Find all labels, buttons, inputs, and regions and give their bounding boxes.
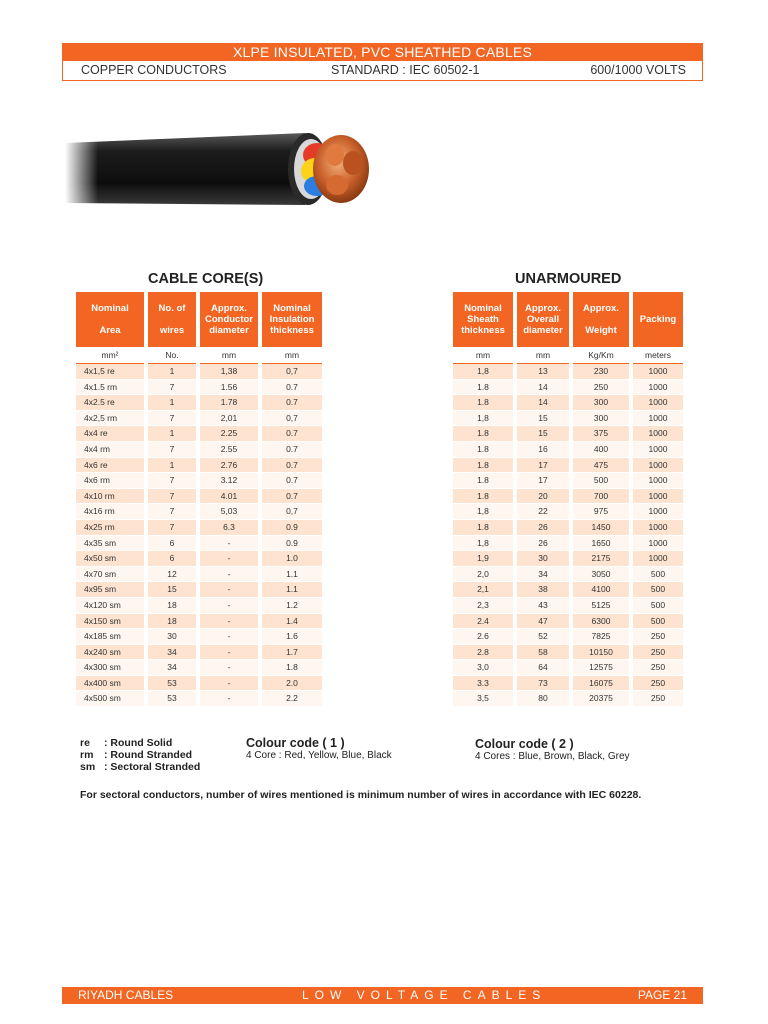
unarmoured-cell: 1.8 [453, 380, 513, 396]
table-row [76, 614, 322, 630]
unarmoured-cell: 500 [573, 473, 629, 489]
table-row [76, 411, 322, 427]
table-row [453, 536, 683, 552]
core-cell: 34 [148, 660, 196, 676]
core-header-line [150, 314, 194, 325]
unarmoured-cell: 700 [573, 489, 629, 505]
unarmoured-cell: 500 [633, 567, 683, 583]
table-row [76, 458, 322, 474]
core-cell: 4x50 sm [76, 551, 144, 567]
unarmoured-cell: 52 [517, 629, 569, 645]
core-cell: - [200, 614, 258, 630]
core-cell: - [200, 676, 258, 692]
table-row [76, 380, 322, 396]
core-cell: 1.7 [262, 645, 322, 661]
core-cell: 4.01 [200, 489, 258, 505]
unarmoured-header-line: Packing [639, 313, 677, 325]
core-cell: 18 [148, 614, 196, 630]
core-cell: 2.76 [200, 458, 258, 474]
core-header [76, 292, 144, 346]
unarmoured-cell: 1000 [633, 442, 683, 458]
unarmoured-cell: 1000 [633, 426, 683, 442]
core-cell: 4x400 sm [76, 676, 144, 692]
voltage-rating: 600/1000 VOLTS [590, 63, 686, 77]
core-cell: - [200, 598, 258, 614]
unarmoured-units-row [453, 346, 683, 364]
unarmoured-header-line: Approx. [583, 302, 619, 314]
core-cell: 2,01 [200, 411, 258, 427]
unarmoured-header [633, 292, 683, 346]
core-unit-cell: mm² [76, 346, 144, 364]
core-cell: 4x25 rm [76, 520, 144, 536]
core-header-line: Approx. [211, 302, 247, 314]
core-cell: 2.25 [200, 426, 258, 442]
table-row [453, 598, 683, 614]
table-row [76, 676, 322, 692]
legend-item: sm : Sectoral Stranded [80, 761, 201, 773]
table-row [453, 442, 683, 458]
table-row [76, 426, 322, 442]
unarmoured-cell: 3050 [573, 567, 629, 583]
core-cell: 1 [148, 364, 196, 380]
core-cell: 0,7 [262, 411, 322, 427]
core-cell: 2.0 [262, 676, 322, 692]
core-cell: 4x2,5 rm [76, 411, 144, 427]
colour-code-2-text: 4 Cores : Blue, Brown, Black, Grey [475, 751, 630, 762]
unarmoured-cell: 1000 [633, 473, 683, 489]
unarmoured-header-line [575, 314, 627, 325]
unarmoured-cell: 4100 [573, 582, 629, 598]
unarmoured-cell: 1000 [633, 395, 683, 411]
unarmoured-cell: 2,3 [453, 598, 513, 614]
unarmoured-cell: 1.8 [453, 473, 513, 489]
core-header-line: wires [159, 324, 185, 336]
core-cell: 1 [148, 395, 196, 411]
table-row [453, 676, 683, 692]
core-header-line: Nominal [273, 302, 311, 314]
unarmoured-cell: 47 [517, 614, 569, 630]
core-cell: 1.78 [200, 395, 258, 411]
unarmoured-cell: 5125 [573, 598, 629, 614]
unarmoured-header-line [635, 325, 681, 336]
unarmoured-cell: 1650 [573, 536, 629, 552]
cable-core-title: CABLE CORE(S) [148, 271, 264, 287]
core-cell: 30 [148, 629, 196, 645]
core-cell: 6.3 [200, 520, 258, 536]
unarmoured-cell: 1.8 [453, 426, 513, 442]
core-unit-cell: mm [200, 346, 258, 364]
unarmoured-cell: 250 [633, 660, 683, 676]
unarmoured-cell: 80 [517, 691, 569, 707]
core-cell: 6 [148, 536, 196, 552]
unarmoured-cell: 14 [517, 380, 569, 396]
colour-code-1-text: 4 Core : Red, Yellow, Blue, Black [246, 750, 392, 761]
core-cell: 1.1 [262, 567, 322, 583]
table-row [76, 473, 322, 489]
unarmoured-cell: 10150 [573, 645, 629, 661]
core-cell: 1 [148, 458, 196, 474]
table-row [76, 504, 322, 520]
core-header [148, 292, 196, 346]
unarmoured-unit-cell: Kg/Km [573, 346, 629, 364]
unarmoured-cell: 2.8 [453, 645, 513, 661]
footer-page-number: PAGE 21 [637, 988, 687, 1002]
core-header [200, 292, 258, 346]
core-unit-cell: mm [262, 346, 322, 364]
core-cell: 0.9 [262, 520, 322, 536]
core-header-line: diameter [209, 324, 249, 336]
core-cell: 5,03 [200, 504, 258, 520]
unarmoured-cell: 3.3 [453, 676, 513, 692]
unarmoured-header-line: Approx. [525, 302, 561, 314]
core-header-line: thickness [270, 324, 314, 336]
core-header-line [78, 314, 142, 325]
core-header-line: Insulation [269, 313, 315, 325]
footer-category: LOW VOLTAGE CABLES [302, 988, 547, 1002]
unarmoured-cell: 1,9 [453, 551, 513, 567]
table-row [453, 380, 683, 396]
table-row [453, 504, 683, 520]
table-row [76, 551, 322, 567]
unarmoured-cell: 1.8 [453, 520, 513, 536]
unarmoured-cell: 43 [517, 598, 569, 614]
unarmoured-cell: 1.8 [453, 458, 513, 474]
unarmoured-cell: 34 [517, 567, 569, 583]
unarmoured-header [453, 292, 513, 346]
core-cell: 0.9 [262, 536, 322, 552]
table-row [76, 395, 322, 411]
unarmoured-cell: 1.8 [453, 395, 513, 411]
unarmoured-cell: 16 [517, 442, 569, 458]
core-cell: 4x185 sm [76, 629, 144, 645]
unarmoured-cell: 3,0 [453, 660, 513, 676]
unarmoured-cell: 500 [633, 582, 683, 598]
unarmoured-cell: 58 [517, 645, 569, 661]
table-row [453, 660, 683, 676]
legend-item: re : Round Solid [80, 737, 173, 749]
core-cell: - [200, 582, 258, 598]
unarmoured-cell: 64 [517, 660, 569, 676]
unarmoured-cell: 26 [517, 536, 569, 552]
core-cell: 1.1 [262, 582, 322, 598]
core-cell: 4x240 sm [76, 645, 144, 661]
unarmoured-cell: 1000 [633, 489, 683, 505]
unarmoured-header [517, 292, 569, 346]
unarmoured-cell: 30 [517, 551, 569, 567]
table-row [76, 520, 322, 536]
core-cell: 7 [148, 442, 196, 458]
core-cell: 7 [148, 489, 196, 505]
table-row [453, 520, 683, 536]
unarmoured-cell: 3,5 [453, 691, 513, 707]
unarmoured-cell: 300 [573, 395, 629, 411]
core-header-line: Conductor [204, 313, 254, 325]
standard-ref: STANDARD : IEC 60502-1 [331, 63, 480, 77]
unarmoured-cell: 1,8 [453, 364, 513, 380]
core-cell: 1.56 [200, 380, 258, 396]
core-cell: 34 [148, 645, 196, 661]
table-row [453, 426, 683, 442]
unarmoured-cell: 250 [633, 691, 683, 707]
core-cell: 1.2 [262, 598, 322, 614]
core-cell: 4x150 sm [76, 614, 144, 630]
table-row [76, 691, 322, 707]
unarmoured-cell: 2,0 [453, 567, 513, 583]
document-title: XLPE INSULATED, PVC SHEATHED CABLES [62, 43, 703, 61]
core-unit-cell: No. [148, 346, 196, 364]
unarmoured-cell: 2,1 [453, 582, 513, 598]
table-row [453, 691, 683, 707]
core-cell: 0.7 [262, 380, 322, 396]
core-cell: 1.0 [262, 551, 322, 567]
core-cell: 4x300 sm [76, 660, 144, 676]
table-row [76, 598, 322, 614]
core-cell: 4x95 sm [76, 582, 144, 598]
unarmoured-cell: 7825 [573, 629, 629, 645]
table-row [76, 629, 322, 645]
core-cell: 2.55 [200, 442, 258, 458]
unarmoured-cell: 500 [633, 614, 683, 630]
conductor-legend [80, 737, 200, 773]
unarmoured-header-line: Overall [526, 313, 560, 325]
unarmoured-cell: 14 [517, 395, 569, 411]
core-cell: 1 [148, 426, 196, 442]
unarmoured-cell: 1.8 [453, 442, 513, 458]
unarmoured-header-line: Nominal [464, 302, 502, 314]
unarmoured-cell: 250 [633, 645, 683, 661]
core-cell: 15 [148, 582, 196, 598]
core-header [262, 292, 322, 346]
unarmoured-cell: 1,8 [453, 536, 513, 552]
core-cell: 4x1,5 re [76, 364, 144, 380]
unarmoured-cell: 250 [573, 380, 629, 396]
core-cell: 4x120 sm [76, 598, 144, 614]
core-cell: 0,7 [262, 364, 322, 380]
core-cell: 12 [148, 567, 196, 583]
unarmoured-header-line: thickness [461, 324, 505, 336]
core-cell: 0.7 [262, 458, 322, 474]
core-cell: 3.12 [200, 473, 258, 489]
core-cell: - [200, 629, 258, 645]
core-cell: 18 [148, 598, 196, 614]
footer-company: RIYADH CABLES [78, 988, 174, 1002]
core-header-line: No. of [158, 302, 186, 314]
core-cell: 1.6 [262, 629, 322, 645]
table-row [76, 364, 322, 380]
cable-core-table [72, 292, 326, 707]
core-header-line: Nominal [91, 302, 129, 314]
unarmoured-cell: 250 [633, 676, 683, 692]
core-cell: 7 [148, 380, 196, 396]
core-cell: - [200, 536, 258, 552]
core-cell: 4x4 re [76, 426, 144, 442]
table-row [76, 567, 322, 583]
unarmoured-header-line: diameter [523, 324, 563, 336]
core-cell: 4x500 sm [76, 691, 144, 707]
page-footer [62, 987, 703, 1004]
core-cell: 7 [148, 504, 196, 520]
unarmoured-cell: 300 [573, 411, 629, 427]
table-row [453, 458, 683, 474]
legend-item: rm : Round Stranded [80, 749, 193, 761]
unarmoured-cell: 1.8 [453, 489, 513, 505]
table-row [453, 614, 683, 630]
unarmoured-cell: 1000 [633, 380, 683, 396]
unarmoured-cell: 16075 [573, 676, 629, 692]
table-row [453, 629, 683, 645]
unarmoured-cell: 975 [573, 504, 629, 520]
unarmoured-cell: 38 [517, 582, 569, 598]
unarmoured-table [449, 292, 687, 707]
core-cell: 6 [148, 551, 196, 567]
table-row [453, 489, 683, 505]
core-cell: 0.7 [262, 395, 322, 411]
table-row [76, 582, 322, 598]
core-cell: 53 [148, 691, 196, 707]
unarmoured-cell: 15 [517, 426, 569, 442]
unarmoured-header-line [635, 303, 681, 314]
table-row [76, 489, 322, 505]
unarmoured-header-line: Sheath [467, 313, 499, 325]
unarmoured-cell: 1,8 [453, 411, 513, 427]
table-row [453, 582, 683, 598]
core-cell: 4x6 rm [76, 473, 144, 489]
core-units-row [76, 346, 322, 364]
unarmoured-cell: 12575 [573, 660, 629, 676]
unarmoured-unit-cell: mm [517, 346, 569, 364]
unarmoured-cell: 17 [517, 473, 569, 489]
table-row [453, 364, 683, 380]
core-cell: 7 [148, 411, 196, 427]
table-row [453, 567, 683, 583]
unarmoured-unit-cell: mm [453, 346, 513, 364]
unarmoured-title: UNARMOURED [515, 271, 622, 287]
unarmoured-cell: 6300 [573, 614, 629, 630]
unarmoured-cell: 26 [517, 520, 569, 536]
table-row [453, 395, 683, 411]
colour-code-1-title: Colour code ( 1 ) [246, 736, 345, 750]
table-row [76, 442, 322, 458]
core-cell: 4x4 rm [76, 442, 144, 458]
unarmoured-cell: 73 [517, 676, 569, 692]
unarmoured-cell: 230 [573, 364, 629, 380]
core-cell: 4x2.5 re [76, 395, 144, 411]
colour-code-2-title: Colour code ( 2 ) [475, 737, 574, 751]
unarmoured-cell: 250 [633, 629, 683, 645]
unarmoured-cell: 22 [517, 504, 569, 520]
core-cell: - [200, 660, 258, 676]
core-cell: 1.4 [262, 614, 322, 630]
core-cell: - [200, 551, 258, 567]
core-cell: 4x35 sm [76, 536, 144, 552]
unarmoured-cell: 2175 [573, 551, 629, 567]
unarmoured-cell: 2.6 [453, 629, 513, 645]
table-row [453, 473, 683, 489]
unarmoured-cell: 1000 [633, 458, 683, 474]
core-cell: 4x1.5 rm [76, 380, 144, 396]
core-cell: 1,38 [200, 364, 258, 380]
core-cell: 4x6 re [76, 458, 144, 474]
core-cell: 2.2 [262, 691, 322, 707]
unarmoured-cell: 15 [517, 411, 569, 427]
unarmoured-cell: 400 [573, 442, 629, 458]
unarmoured-header-line: Weight [585, 324, 617, 336]
core-cell: 0.7 [262, 489, 322, 505]
unarmoured-cell: 20 [517, 489, 569, 505]
unarmoured-cell: 1000 [633, 504, 683, 520]
unarmoured-cell: 1,8 [453, 504, 513, 520]
unarmoured-cell: 2.4 [453, 614, 513, 630]
unarmoured-header [573, 292, 629, 346]
table-row [453, 645, 683, 661]
unarmoured-cell: 1000 [633, 411, 683, 427]
table-row [453, 411, 683, 427]
table-row [76, 536, 322, 552]
spec-bar [62, 61, 703, 81]
core-cell: 0,7 [262, 504, 322, 520]
core-cell: 7 [148, 520, 196, 536]
unarmoured-cell: 375 [573, 426, 629, 442]
core-header-line: Area [99, 324, 121, 336]
core-cell: 0.7 [262, 473, 322, 489]
core-cell: 0.7 [262, 426, 322, 442]
core-cell: 4x16 rm [76, 504, 144, 520]
unarmoured-cell: 500 [633, 598, 683, 614]
core-cell: - [200, 691, 258, 707]
unarmoured-cell: 1000 [633, 364, 683, 380]
core-cell: - [200, 567, 258, 583]
unarmoured-cell: 13 [517, 364, 569, 380]
core-cell: 7 [148, 473, 196, 489]
table-row [453, 551, 683, 567]
conductor-type: COPPER CONDUCTORS [81, 63, 227, 77]
unarmoured-cell: 475 [573, 458, 629, 474]
core-cell: 53 [148, 676, 196, 692]
unarmoured-unit-cell: meters [633, 346, 683, 364]
cable-illustration [65, 125, 395, 215]
sectoral-note: For sectoral conductors, number of wires mentioned is minimum number of wires in accordance with IEC 60228. [80, 789, 642, 801]
core-cell: 0.7 [262, 442, 322, 458]
core-cell: 1.8 [262, 660, 322, 676]
unarmoured-cell: 17 [517, 458, 569, 474]
unarmoured-cell: 1000 [633, 551, 683, 567]
unarmoured-cell: 20375 [573, 691, 629, 707]
unarmoured-cell: 1450 [573, 520, 629, 536]
table-row [76, 645, 322, 661]
core-cell: 4x10 rm [76, 489, 144, 505]
unarmoured-cell: 1000 [633, 536, 683, 552]
table-row [76, 660, 322, 676]
unarmoured-cell: 1000 [633, 520, 683, 536]
core-cell: 4x70 sm [76, 567, 144, 583]
core-cell: - [200, 645, 258, 661]
